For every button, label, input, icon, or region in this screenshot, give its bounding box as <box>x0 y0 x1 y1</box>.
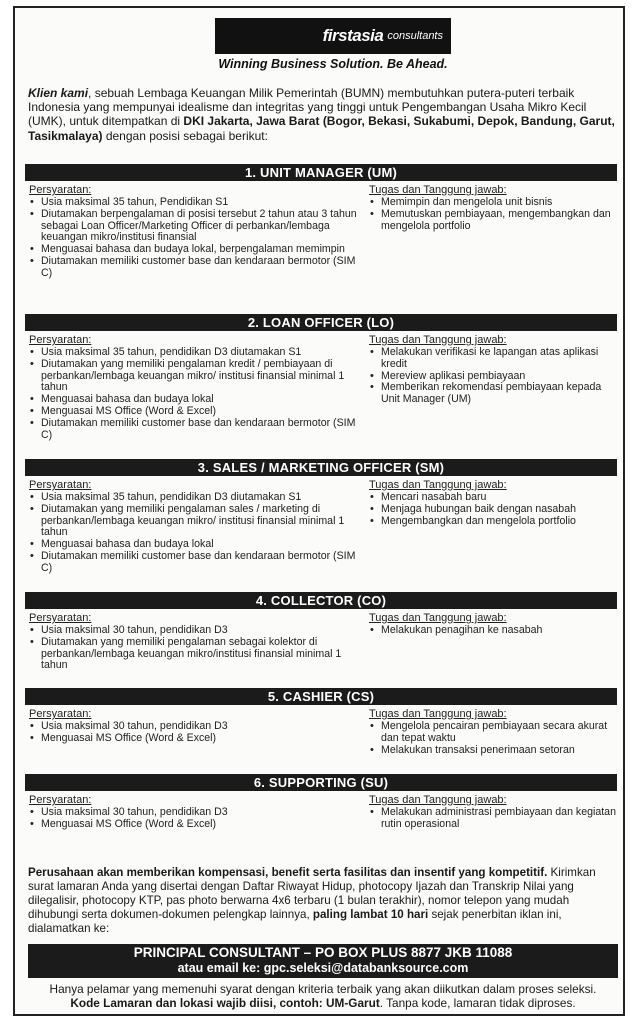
duty-item: • Melakukan verifikasi ke lapangan atas aplikasi kredit <box>369 347 617 371</box>
requirements-title: Persyaratan: <box>29 708 92 720</box>
position-section <box>25 164 617 280</box>
position-title: 2. LOAN OFFICER (LO) <box>25 314 617 331</box>
intro-locations: DKI Jakarta, Jawa Barat (Bogor, Bekasi, Sukabumi, Depok, Bandung, Garut, Tasikmalaya) <box>28 114 615 143</box>
closing-deadline: paling lambat 10 hari <box>312 908 429 921</box>
requirement-item: • Menguasai MS Office (Word & Excel) <box>29 819 365 831</box>
position-title: 1. UNIT MANAGER (UM) <box>25 164 617 181</box>
requirement-item: • Diutamakan memiliki customer base dan kendaraan bermotor (SIM C) <box>29 256 365 280</box>
requirement-item: • Menguasai bahasa dan budaya lokal, berpengalaman memimpin <box>29 244 365 256</box>
closing-paragraph <box>28 866 618 936</box>
requirement-item: • Diutamakan yang memiliki pengalaman sebagai kolektor di perbankan/lembaga keuangan mikro/institusi finansial minimal 1 tahun <box>29 637 365 672</box>
duty-item: • Memutuskan pembiayaan, mengembangkan dan mengelola portfolio <box>369 209 617 233</box>
requirement-item: • Usia maksimal 30 tahun, pendidikan D3 <box>29 807 365 819</box>
position-section <box>25 774 617 831</box>
intro-lead: Klien kami <box>28 86 89 100</box>
duties-title: Tugas dan Tanggung jawab: <box>369 184 507 196</box>
company-logo <box>215 18 451 71</box>
duty-item: • Mengembangkan dan mengelola portfolio <box>369 516 617 528</box>
requirements <box>25 334 365 441</box>
tagline: Winning Business Solution. Be Ahead. <box>218 57 448 71</box>
duty-item: • Melakukan transaksi penerimaan setoran <box>369 745 617 757</box>
position-section <box>25 688 617 756</box>
duties <box>365 479 617 575</box>
requirement-item: • Menguasai MS Office (Word & Excel) <box>29 733 365 745</box>
intro-text1: , sebuah Lembaga Keuangan Milik Pemerintah (BUMN) membutuhkan putera-puteri terbaik Indonesia yang mempunyai idealisme dan integritas yang tinggi untuk Pengembangan Usaha Mikro Kecil (UMK), untuk ditempatkan di <box>28 86 587 129</box>
footer-note <box>28 982 618 1010</box>
duty-item: • Memberikan rekomendasi pembiayaan kepada Unit Manager (UM) <box>369 382 617 406</box>
duty-item: • Mengelola pencairan pembiayaan secara akurat dan tepat waktu <box>369 721 617 745</box>
intro-paragraph <box>28 86 616 143</box>
footer-code-note: Kode Lamaran dan lokasi wajib diisi, contoh: UM-Garut <box>70 996 380 1010</box>
requirements-title: Persyaratan: <box>29 479 92 491</box>
requirement-item: • Diutamakan berpengalaman di posisi tersebut 2 tahun atau 3 tahun sebagai Loan Officer/Marketing Officer di perbankan/lembaga keuangan mikro/institusi finansial <box>29 209 365 244</box>
duty-item: • Memimpin dan mengelola unit bisnis <box>369 197 617 209</box>
contact-email: atau email ke: gpc.seleksi@databanksource.com <box>177 961 469 975</box>
requirements <box>25 794 365 831</box>
requirement-item: • Menguasai bahasa dan budaya lokal <box>29 394 365 406</box>
duties <box>365 794 617 831</box>
closing-tail: sejak penerbitan iklan ini, dialamatkan ke: <box>28 908 562 935</box>
footer-tail: . Tanpa kode, lamaran tidak diproses. <box>379 996 576 1010</box>
requirement-item: • Diutamakan yang memiliki pengalaman sales / marketing di perbankan/lembaga keuangan mikro/ institusi finansial minimal 1 tahun <box>29 504 365 539</box>
position-title: 6. SUPPORTING (SU) <box>25 774 617 791</box>
duties-title: Tugas dan Tanggung jawab: <box>369 794 507 806</box>
contact-pobox: PRINCIPAL CONSULTANT – PO BOX PLUS 8877 JKB 11088 <box>133 945 513 960</box>
footer-line1: Hanya pelamar yang memenuhi syarat dengan kriteria terbaik yang akan diikutkan dalam proses seleksi. <box>49 982 597 996</box>
logo-box <box>215 18 451 54</box>
position-section <box>25 314 617 441</box>
requirement-item: • Usia maksimal 30 tahun, pendidikan D3 <box>29 625 365 637</box>
duties-title: Tugas dan Tanggung jawab: <box>369 612 507 624</box>
contact-box <box>28 944 618 978</box>
requirements-title: Persyaratan: <box>29 612 92 624</box>
requirements-title: Persyaratan: <box>29 184 92 196</box>
advertisement-frame <box>13 6 625 1016</box>
duties <box>365 184 617 280</box>
requirement-item: • Usia maksimal 35 tahun, pendidikan D3 diutamakan S1 <box>29 347 365 359</box>
requirement-item: • Menguasai MS Office (Word & Excel) <box>29 406 365 418</box>
position-title: 3. SALES / MARKETING OFFICER (SM) <box>25 459 617 476</box>
duties <box>365 612 617 672</box>
duty-item: • Melakukan administrasi pembiayaan dan kegiatan rutin operasional <box>369 807 617 831</box>
requirements-title: Persyaratan: <box>29 334 92 346</box>
intro-text2: dengan posisi sebagai berikut: <box>102 128 268 143</box>
duty-item: • Mencari nasabah baru <box>369 492 617 504</box>
duties <box>365 708 617 756</box>
requirements <box>25 184 365 280</box>
duty-item: • Melakukan penagihan ke nasabah <box>369 625 617 637</box>
position-title: 4. COLLECTOR (CO) <box>25 592 617 609</box>
position-section <box>25 459 617 575</box>
duties-title: Tugas dan Tanggung jawab: <box>369 479 507 491</box>
duties-title: Tugas dan Tanggung jawab: <box>369 708 507 720</box>
requirements <box>25 479 365 575</box>
requirement-item: • Usia maksimal 35 tahun, pendidikan D3 diutamakan S1 <box>29 492 365 504</box>
requirement-item: • Usia maksimal 30 tahun, pendidikan D3 <box>29 721 365 733</box>
requirements <box>25 612 365 672</box>
duties-title: Tugas dan Tanggung jawab: <box>369 334 507 346</box>
closing-lead: Perusahaan akan memberikan kompensasi, benefit serta fasilitas dan insentif yang kompetitif. <box>28 866 548 879</box>
requirement-item: • Diutamakan memiliki customer base dan kendaraan bermotor (SIM C) <box>29 551 365 575</box>
logo-mark: firstasia <box>322 26 384 45</box>
requirement-item: • Diutamakan yang memiliki pengalaman kredit / pembiayaan di perbankan/lembaga keuangan mikro/ institusi finansial minimal 1 tahun <box>29 359 365 394</box>
requirements-title: Persyaratan: <box>29 794 92 806</box>
requirement-item: • Diutamakan memiliki customer base dan kendaraan bermotor (SIM C) <box>29 418 365 442</box>
closing-body: Kirimkan surat lamaran Anda yang disertai dengan Daftar Riwayat Hidup, photocopy Ijazah dan Transkrip Nilai yang dilegalisir, photocopy KTP, pas photo berwarna 4x6 terbaru (1 bulan terakhir), nomor telepon yang mudah dihubungi serta dokumen-dokumen pelengkap lainnya, <box>28 866 596 921</box>
duty-item: • Mereview aplikasi pembiayaan <box>369 371 617 383</box>
requirement-item: • Usia maksimal 35 tahun, Pendidikan S1 <box>29 197 365 209</box>
duties <box>365 334 617 441</box>
duty-item: • Menjaga hubungan baik dengan nasabah <box>369 504 617 516</box>
position-section <box>25 592 617 672</box>
requirements <box>25 708 365 756</box>
position-title: 5. CASHIER (CS) <box>25 688 617 705</box>
logo-sub: consultants <box>387 30 443 42</box>
requirement-item: • Menguasai bahasa dan budaya lokal <box>29 539 365 551</box>
